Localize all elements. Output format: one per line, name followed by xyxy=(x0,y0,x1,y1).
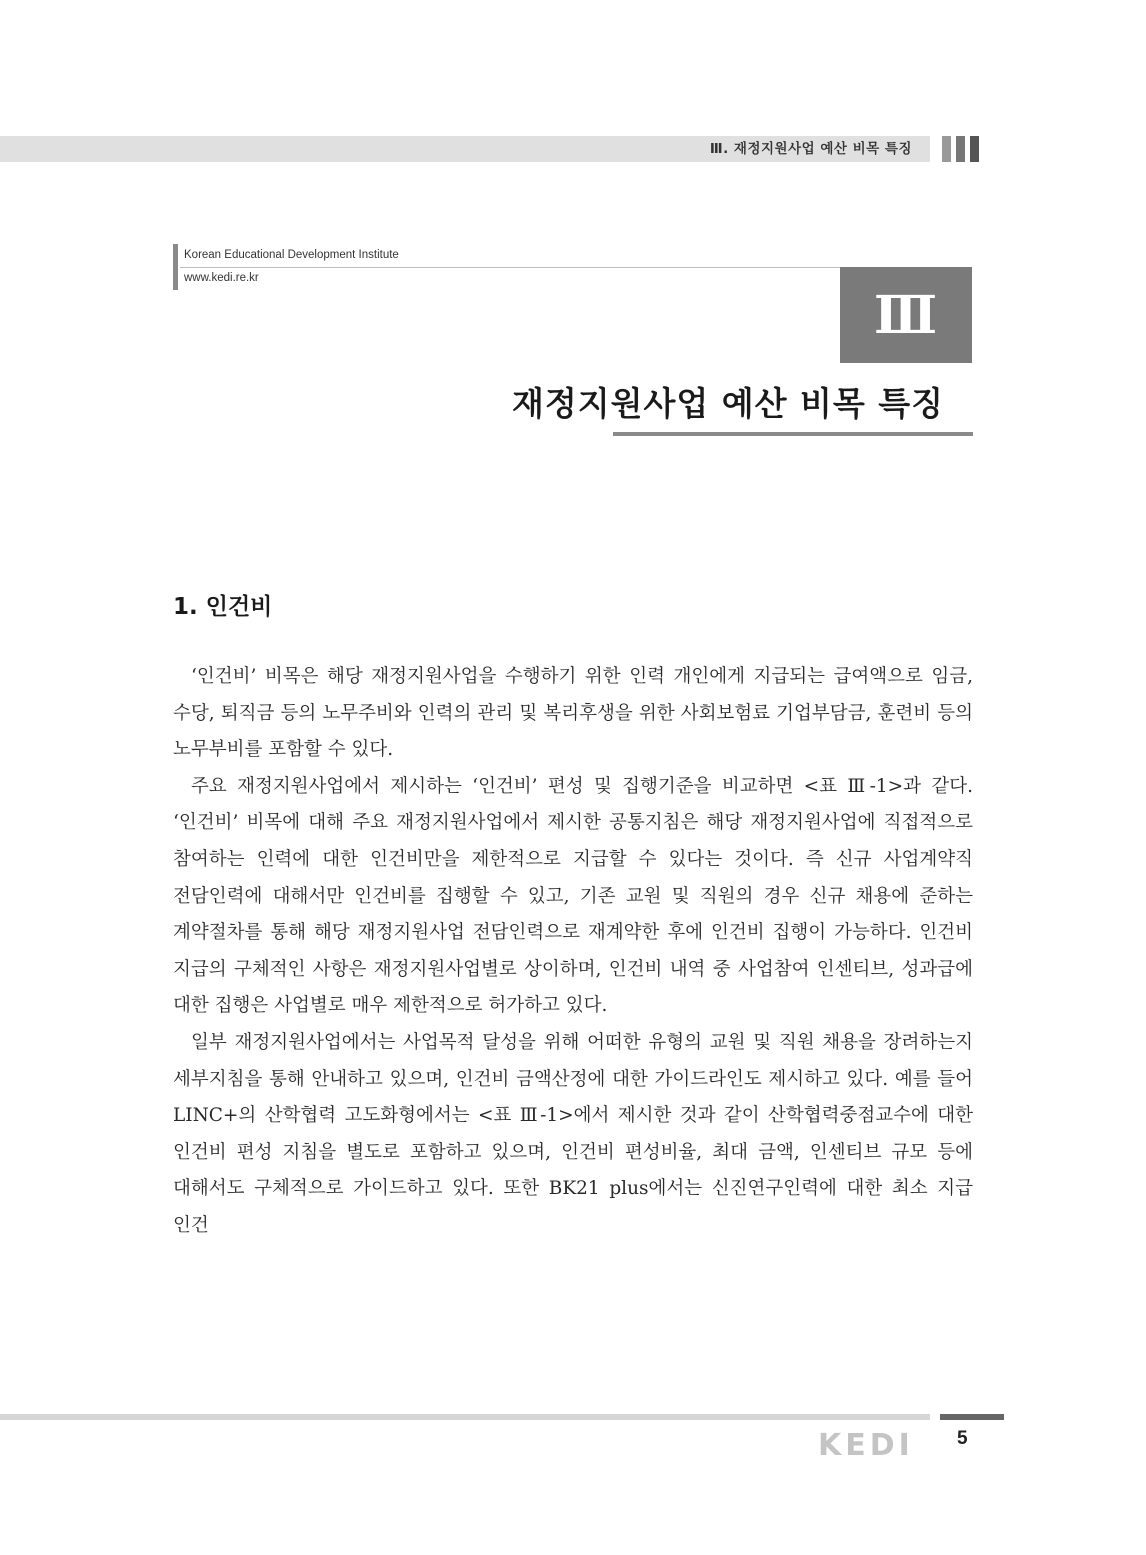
paragraph: ‘인건비’ 비목은 해당 재정지원사업을 수행하기 위한 인력 개인에게 지급되는 급여액으로 임금, 수당, 퇴직금 등의 노무주비와 인력의 관리 및 복리후생을 위한 사회보험료 기업부담금, 훈련비 등의 노무부비를 포함할 수 있다. xyxy=(173,666,973,761)
running-header: Ⅲ. 재정지원사업 예산 비목 특징 xyxy=(709,141,912,157)
paragraph: 주요 재정지원사업에서 제시하는 ‘인건비’ 편성 및 집행기준을 비교하면 <표 Ⅲ-1>과 같다. ‘인건비’ 비목에 대해 주요 재정지원사업에서 제시한 공통지침은 해당 재정지원사업에 직접적으로 참여하는 인력에 대한 인건비만을 제한적으로 지급할 수 있다는 것이다. 즉 신규 사업계약직 전담인력에 대해서만 인건비를 집행할 수 있고, 기존 교원 및 직원의 경우 신규 채용에 준하는 계약절차를 통해 해당 재정지원사업 전담인력으로 재계약한 후에 인건비 집행이 가능하다. 인건비 지급의 구체적인 사항은 재정지원사업별로 상이하며, 인건비 내역 중 사업참여 인센티브, 성과급에 대한 집행은 사업별로 매우 제한적으로 허가하고 있다. xyxy=(173,775,973,1017)
paragraph: 일부 재정지원사업에서는 사업목적 달성을 위해 어떠한 유형의 교원 및 직원 채용을 장려하는지 세부지침을 통해 안내하고 있으며, 인건비 금액산정에 대한 가이드라인도 제시하고 있다. 예를 들어 LINC+의 산학협력 고도화형에서는 <표 Ⅲ-1>에서 제시한 것과 같이 산학협력중점교수에 대한 인건비 편성 지침을 별도로 포함하고 있으며, 인건비 편성비율, 최대 금액, 인센티브 규모 등에 대해서도 구체적으로 가이드하고 있다. 또한 BK21 plus에서는 신진연구인력에 대한 최소 지급 인건 xyxy=(173,1031,973,1236)
header-bar xyxy=(956,136,965,162)
footer-rule xyxy=(0,1414,930,1420)
page-number: 5 xyxy=(957,1428,968,1449)
body-text xyxy=(173,659,973,1245)
chapter-title: 재정지원사업 예산 비목 특징 xyxy=(511,384,944,423)
institute-url: www.kedi.re.kr xyxy=(184,272,259,284)
kedi-logo: KEDI xyxy=(818,1428,914,1463)
chapter-title-underline xyxy=(613,432,973,436)
institute-divider xyxy=(180,267,840,268)
section-title: 1. 인건비 xyxy=(173,594,273,620)
institute-name: Korean Educational Development Institute xyxy=(184,249,399,261)
footer-page-tab xyxy=(940,1414,1004,1420)
header-bar xyxy=(942,136,951,162)
chapter-numeral: Ⅲ xyxy=(873,284,939,346)
header-bar xyxy=(970,136,979,162)
chapter-number-box xyxy=(840,267,972,363)
institute-accent-bar xyxy=(173,244,178,290)
